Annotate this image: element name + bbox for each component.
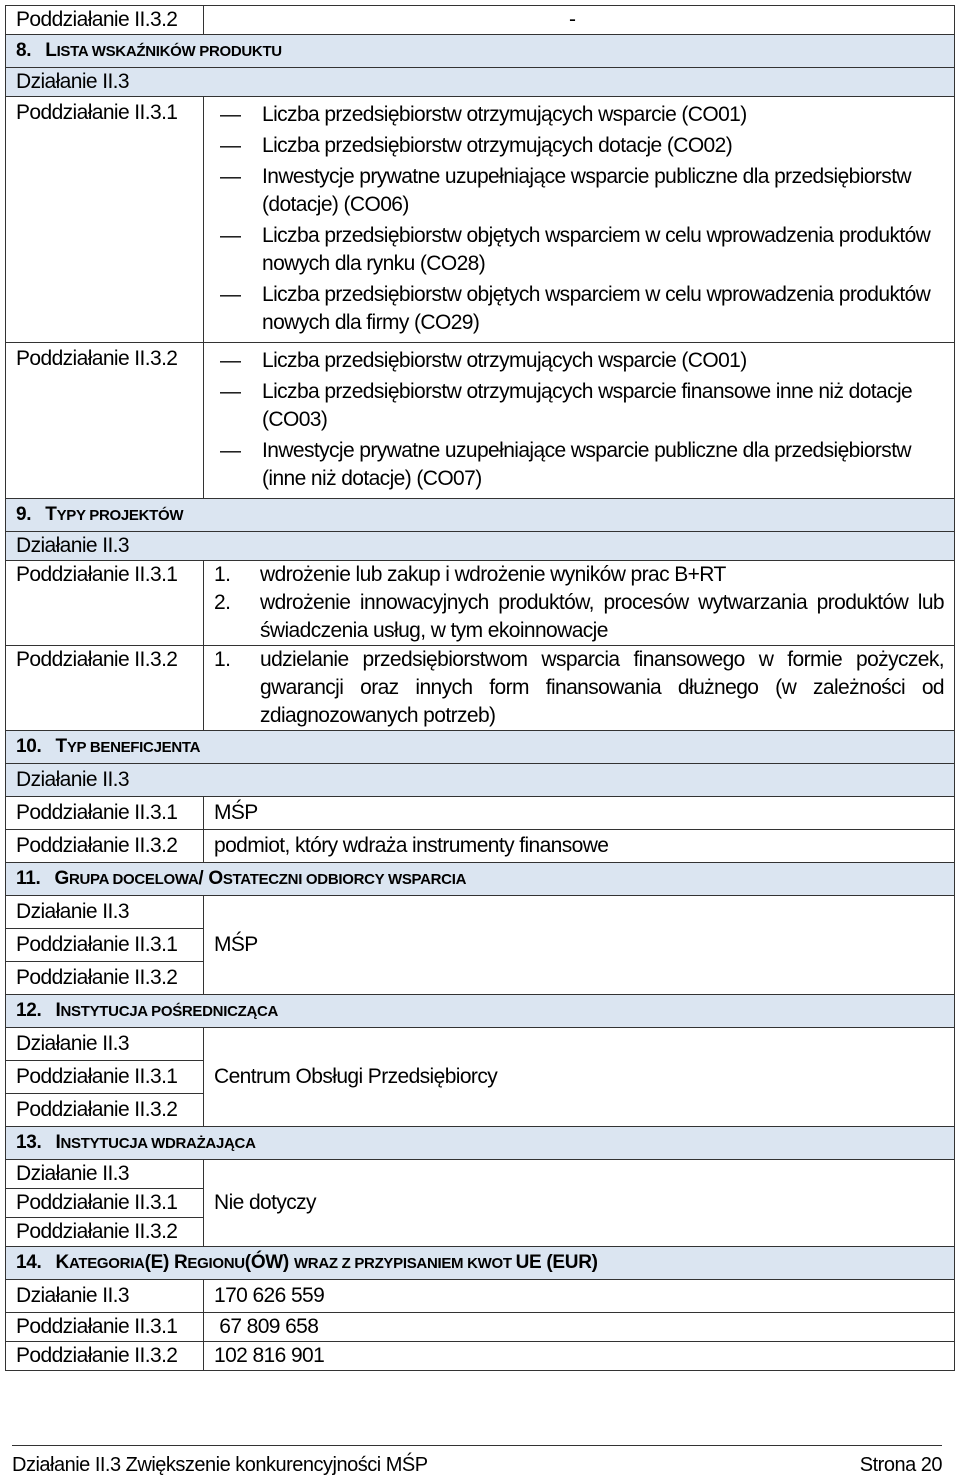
dzialanie-label: Działanie II.3 xyxy=(6,532,955,561)
section-title: NSTYTUCJA POŚREDNICZĄCA xyxy=(60,1003,279,1020)
intermediate-body-value: Centrum Obsługi Przedsiębiorcy xyxy=(204,1028,955,1127)
item-text: udzielanie przedsiębiorstwom wsparcia finansowego w formie pożyczek, gwarancji oraz innych form finansowania dłużnego (w zależności od zdiagnozowanych potrzeb) xyxy=(260,648,944,727)
section-title: STATECZNI ODBIORCY WSPARCIA xyxy=(222,871,467,888)
table-row xyxy=(6,561,955,646)
section-title-initial: I xyxy=(55,1132,61,1153)
table-row xyxy=(6,343,955,499)
section-header-9 xyxy=(6,499,955,532)
item-text: wdrożenie innowacyjnych produktów, procesów wytwarzania produktów lub świadczenia usług, w tym ekoinnowacje xyxy=(260,591,944,642)
section-number: 10. xyxy=(16,736,42,757)
indicator-item: — Liczba przedsiębiorstw otrzymujących dotacje (CO02) xyxy=(220,132,944,160)
poddzialanie-label: Poddziałanie II.3.1 xyxy=(6,797,204,830)
section-title-initial: L xyxy=(45,40,57,61)
indicator-item: — Liczba przedsiębiorstw otrzymujących wsparcie finansowe inne niż dotacje (CO03) xyxy=(220,378,944,434)
poddzialanie-label: Poddziałanie II.3.1 xyxy=(6,1189,204,1218)
section-title: NSTYTUCJA WDRAŻAJĄCA xyxy=(60,1135,256,1152)
section-title-initial: (E) R xyxy=(144,1252,188,1273)
row-label: Poddziałanie II.3.2 xyxy=(6,6,204,35)
indicator-item: — Inwestycje prywatne uzupełniające wsparcie publiczne dla przedsiębiorstw (dotacje) (CO06) xyxy=(220,163,944,219)
project-type-item xyxy=(214,646,944,730)
item-number: 1. xyxy=(214,648,231,671)
poddzialanie-label: Poddziałanie II.3.1 xyxy=(6,1061,204,1094)
section-title-initial: G xyxy=(54,868,69,889)
table-row xyxy=(6,830,955,863)
section-title: EGIONU xyxy=(187,1255,245,1272)
dzialanie-label: Działanie II.3 xyxy=(6,1028,204,1061)
section-header-12 xyxy=(6,995,955,1028)
indicator-item: — Liczba przedsiębiorstw otrzymujących wsparcie (CO01) xyxy=(220,347,944,375)
poddzialanie-label: Poddziałanie II.3.2 xyxy=(6,830,204,863)
table-row xyxy=(6,646,955,731)
indicator-item: — Liczba przedsiębiorstw objętych wsparciem w celu wprowadzenia produktów nowych dla rynku (CO28) xyxy=(220,222,944,278)
table-row xyxy=(6,532,955,561)
section-title: ATEGORIA xyxy=(68,1255,145,1272)
beneficiary-value: MŚP xyxy=(204,797,955,830)
section-title-initial: I xyxy=(55,1000,61,1021)
poddzialanie-label: Poddziałanie II.3.2 xyxy=(6,646,204,731)
poddzialanie-label: Poddziałanie II.3.1 xyxy=(6,97,204,343)
section-title: YP BENEFICJENTA xyxy=(66,739,201,756)
document-body xyxy=(5,5,955,1371)
table-row xyxy=(6,1280,955,1313)
poddzialanie-label: Poddziałanie II.3.2 xyxy=(6,1218,204,1247)
dzialanie-label: Działanie II.3 xyxy=(6,1160,204,1189)
table-row xyxy=(6,797,955,830)
section-number: 12. xyxy=(16,1000,42,1021)
indicator-item: — Liczba przedsiębiorstw otrzymujących wsparcie (CO01) xyxy=(220,101,944,129)
indicator-list xyxy=(220,101,944,337)
section-number: 13. xyxy=(16,1132,42,1153)
amount-value: 102 816 901 xyxy=(204,1342,955,1371)
dzialanie-label: Działanie II.3 xyxy=(6,896,204,929)
section-title-initial: UE (EUR) xyxy=(515,1252,598,1273)
poddzialanie-label: Poddziałanie II.3.1 xyxy=(6,561,204,646)
table-row xyxy=(6,1028,955,1061)
indicator-item: — Inwestycje prywatne uzupełniające wsparcie publiczne dla przedsiębiorstw (inne niż dotacje) (CO07) xyxy=(220,437,944,493)
target-group-value: MŚP xyxy=(204,896,955,995)
section-header-8 xyxy=(6,35,955,68)
amount-value: 67 809 658 xyxy=(204,1313,955,1342)
indicator-item: — Liczba przedsiębiorstw objętych wsparciem w celu wprowadzenia produktów nowych dla firmy (CO29) xyxy=(220,281,944,337)
project-type-item xyxy=(214,561,944,589)
project-type-item xyxy=(214,589,944,645)
section-title-initial: T xyxy=(55,736,67,757)
project-table xyxy=(5,5,955,1371)
project-type-list xyxy=(214,646,944,730)
table-row xyxy=(6,764,955,797)
table-row xyxy=(6,1160,955,1189)
section-header-10 xyxy=(6,731,955,764)
page-number: Strona 20 xyxy=(859,1454,942,1476)
section-title-initial: T xyxy=(45,504,57,525)
implementing-body-value: Nie dotyczy xyxy=(204,1160,955,1247)
poddzialanie-label: Poddziałanie II.3.2 xyxy=(6,962,204,995)
section-number: 9. xyxy=(16,504,32,525)
dzialanie-label: Działanie II.3 xyxy=(6,1280,204,1313)
item-number: 1. xyxy=(214,563,231,586)
section-header-13 xyxy=(6,1127,955,1160)
beneficiary-value: podmiot, który wdraża instrumenty finansowe xyxy=(204,830,955,863)
table-row xyxy=(6,1313,955,1342)
row-value: - xyxy=(569,8,576,31)
footer-title: Działanie II.3 Zwiększenie konkurencyjności MŚP xyxy=(12,1454,428,1476)
item-text: wdrożenie lub zakup i wdrożenie wyników prac B+RT xyxy=(260,563,726,586)
item-number: 2. xyxy=(214,591,231,614)
page-footer xyxy=(12,1445,942,1477)
project-type-list xyxy=(214,561,944,645)
amount-value: 170 626 559 xyxy=(204,1280,955,1313)
poddzialanie-label: Poddziałanie II.3.2 xyxy=(6,343,204,499)
section-title-initial: K xyxy=(55,1252,69,1273)
poddzialanie-label: Poddziałanie II.3.1 xyxy=(6,929,204,962)
section-header-11 xyxy=(6,863,955,896)
section-title: RUPA DOCELOWA xyxy=(68,871,199,888)
table-row xyxy=(6,68,955,97)
section-title: YPY PROJEKTÓW xyxy=(56,507,184,524)
section-number: 11. xyxy=(16,868,41,889)
table-row xyxy=(6,1342,955,1371)
section-number: 8. xyxy=(16,40,32,61)
poddzialanie-label: Poddziałanie II.3.2 xyxy=(6,1094,204,1127)
section-header-14 xyxy=(6,1247,955,1280)
indicator-list xyxy=(220,347,944,493)
table-row xyxy=(6,6,955,35)
table-row xyxy=(6,97,955,343)
section-title: WRAZ Z PRZYPISANIEM KWOT xyxy=(293,1255,516,1272)
dzialanie-label: Działanie II.3 xyxy=(6,764,955,797)
poddzialanie-label: Poddziałanie II.3.1 xyxy=(6,1313,204,1342)
dzialanie-label: Działanie II.3 xyxy=(6,68,955,97)
table-row xyxy=(6,896,955,929)
section-title-initial: / O xyxy=(198,868,223,889)
section-title: ISTA WSKAŹNIKÓW PRODUKTU xyxy=(56,43,282,60)
section-number: 14. xyxy=(16,1252,42,1273)
poddzialanie-label: Poddziałanie II.3.2 xyxy=(6,1342,204,1371)
section-title-initial: (ÓW) xyxy=(244,1252,294,1273)
